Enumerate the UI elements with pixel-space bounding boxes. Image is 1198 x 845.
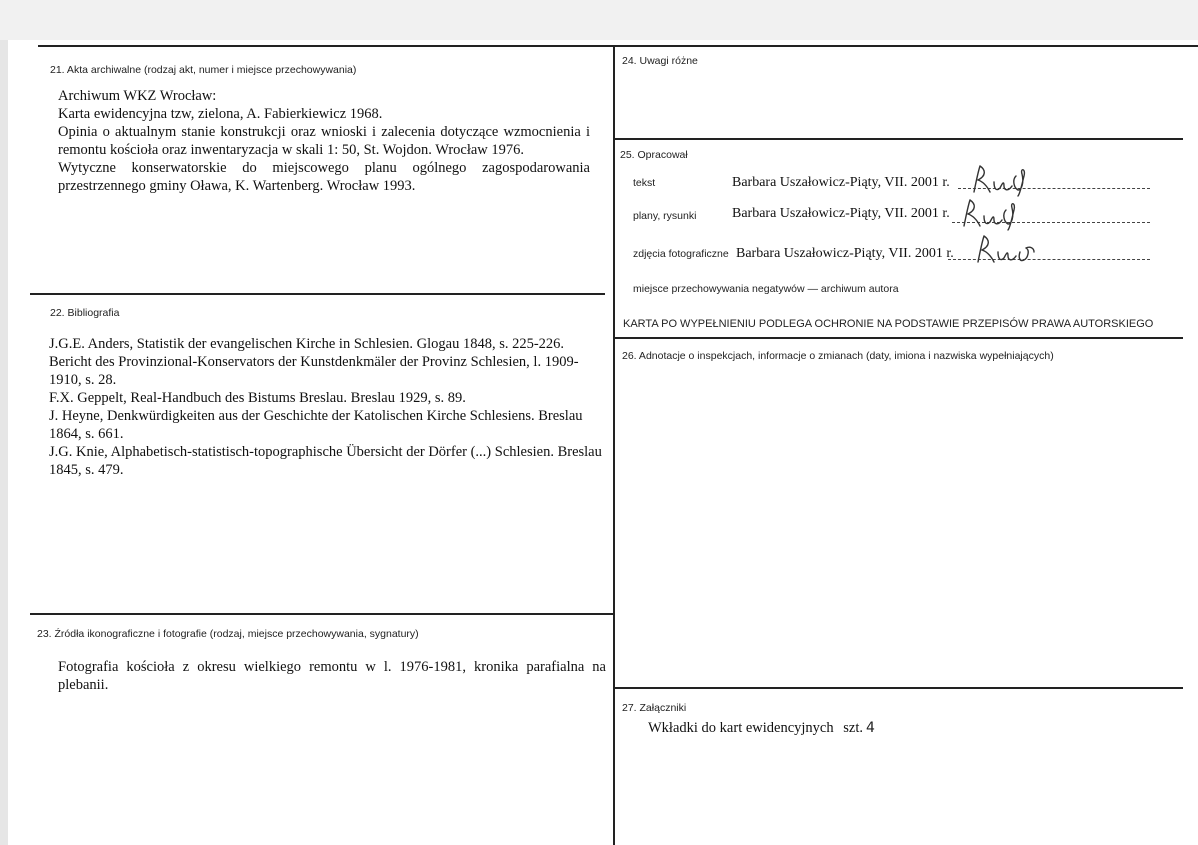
bibliography-entry: J.G. Knie, Alphabetisch-statistisch-topographische Übersicht der Dörfer (...) Schlesien. Breslau 1845, s. 479. (49, 444, 602, 478)
author-row-value: Barbara Uszałowicz-Piąty, VII. 2001 r. (732, 206, 950, 221)
signature-icon (972, 232, 1052, 268)
copyright-notice: KARTA PO WYPEŁNIENIU PODLEGA OCHRONIE NA PODSTAWIE PRZEPISÓW PRAWA AUTORSKIEGO (623, 318, 1154, 330)
section-25-label: 25. Opracował (620, 149, 688, 161)
bibliography-entry: J. Heyne, Denkwürdigkeiten aus der Geschichte der Katolischen Kirche Schlesiens. Breslau 1864, s. 661. (49, 408, 583, 442)
author-row-label: plany, rysunki (633, 210, 697, 222)
negatives-location: miejsce przechowywania negatywów — archiwum autora (633, 283, 899, 295)
text-line: Archiwum WKZ Wrocław: (58, 88, 217, 104)
section-23-text: Fotografia kościoła z okresu wielkiego remontu w l. 1976-1981, kronika parafialna na plebanii. (58, 659, 606, 693)
author-row-label: zdjęcia fotograficzne (633, 248, 729, 260)
divider-21-22 (30, 293, 605, 295)
bibliography-entry: J.G.E. Anders, Statistik der evangelischen Kirche in Schlesien. Glogau 1848, s. 225-226. (49, 336, 565, 352)
bibliography-entry: F.X. Geppelt, Real-Handbuch des Bistums Breslau. Breslau 1929, s. 89. (49, 390, 466, 406)
author-row-value: Barbara Uszałowicz-Piąty, VII. 2001 r. (736, 246, 954, 261)
section-21-text (58, 87, 590, 195)
text-line: Karta ewidencyjna tzw, zielona, A. Fabierkiewicz 1968. (58, 106, 383, 122)
attachments-text: Wkładki do kart ewidencyjnych (648, 720, 834, 736)
text-line: Wytyczne konserwatorskie do miejscowego planu ogólnego zagospodarowania przestrzennego gminy Oława, K. Wartenberg. Wrocław 1993. (58, 160, 590, 194)
divider-25-26 (613, 337, 1183, 339)
signature-icon (958, 196, 1038, 232)
section-21-label: 21. Akta archiwalne (rodzaj akt, numer i miejsce przechowywania) (50, 64, 357, 76)
scan-top-strip (0, 0, 1198, 40)
top-border (38, 45, 1198, 47)
author-row-value: Barbara Uszałowicz-Piąty, VII. 2001 r. (732, 175, 950, 190)
attachments-count: 4 (865, 720, 875, 736)
attachments-count-prefix: szt. (843, 720, 863, 736)
column-divider (613, 45, 615, 845)
section-24-label: 24. Uwagi różne (622, 55, 698, 67)
divider-22-23 (30, 613, 613, 615)
signature-icon (968, 162, 1048, 198)
bibliography-entry: Bericht des Provinzional-Konservators der Kunstdenkmäler der Provinz Schlesien, l. 1909-1910, s. 28. (49, 354, 579, 388)
author-row-label: tekst (633, 177, 656, 189)
section-22-label: 22. Bibliografia (50, 307, 120, 319)
section-22-text (49, 335, 605, 479)
divider-24-25 (613, 138, 1183, 140)
section-27-text (648, 719, 875, 737)
scan-left-margin (0, 40, 8, 845)
divider-26-27 (613, 687, 1183, 689)
section-27-label: 27. Załączniki (622, 702, 687, 714)
text-line: Opinia o aktualnym stanie konstrukcji oraz wnioski i zalecenia dotyczące wzmocnienia i remontu kościoła oraz inwentaryzacja w skali 1: 50, St. Wojdon. Wrocław 1976. (58, 124, 590, 158)
section-23-label: 23. Źródła ikonograficzne i fotografie (rodzaj, miejsce przechowywania, sygnatury) (37, 628, 419, 640)
section-26-label: 26. Adnotacje o inspekcjach, informacje o zmianach (daty, imiona i nazwiska wypełniających) (622, 350, 1054, 362)
